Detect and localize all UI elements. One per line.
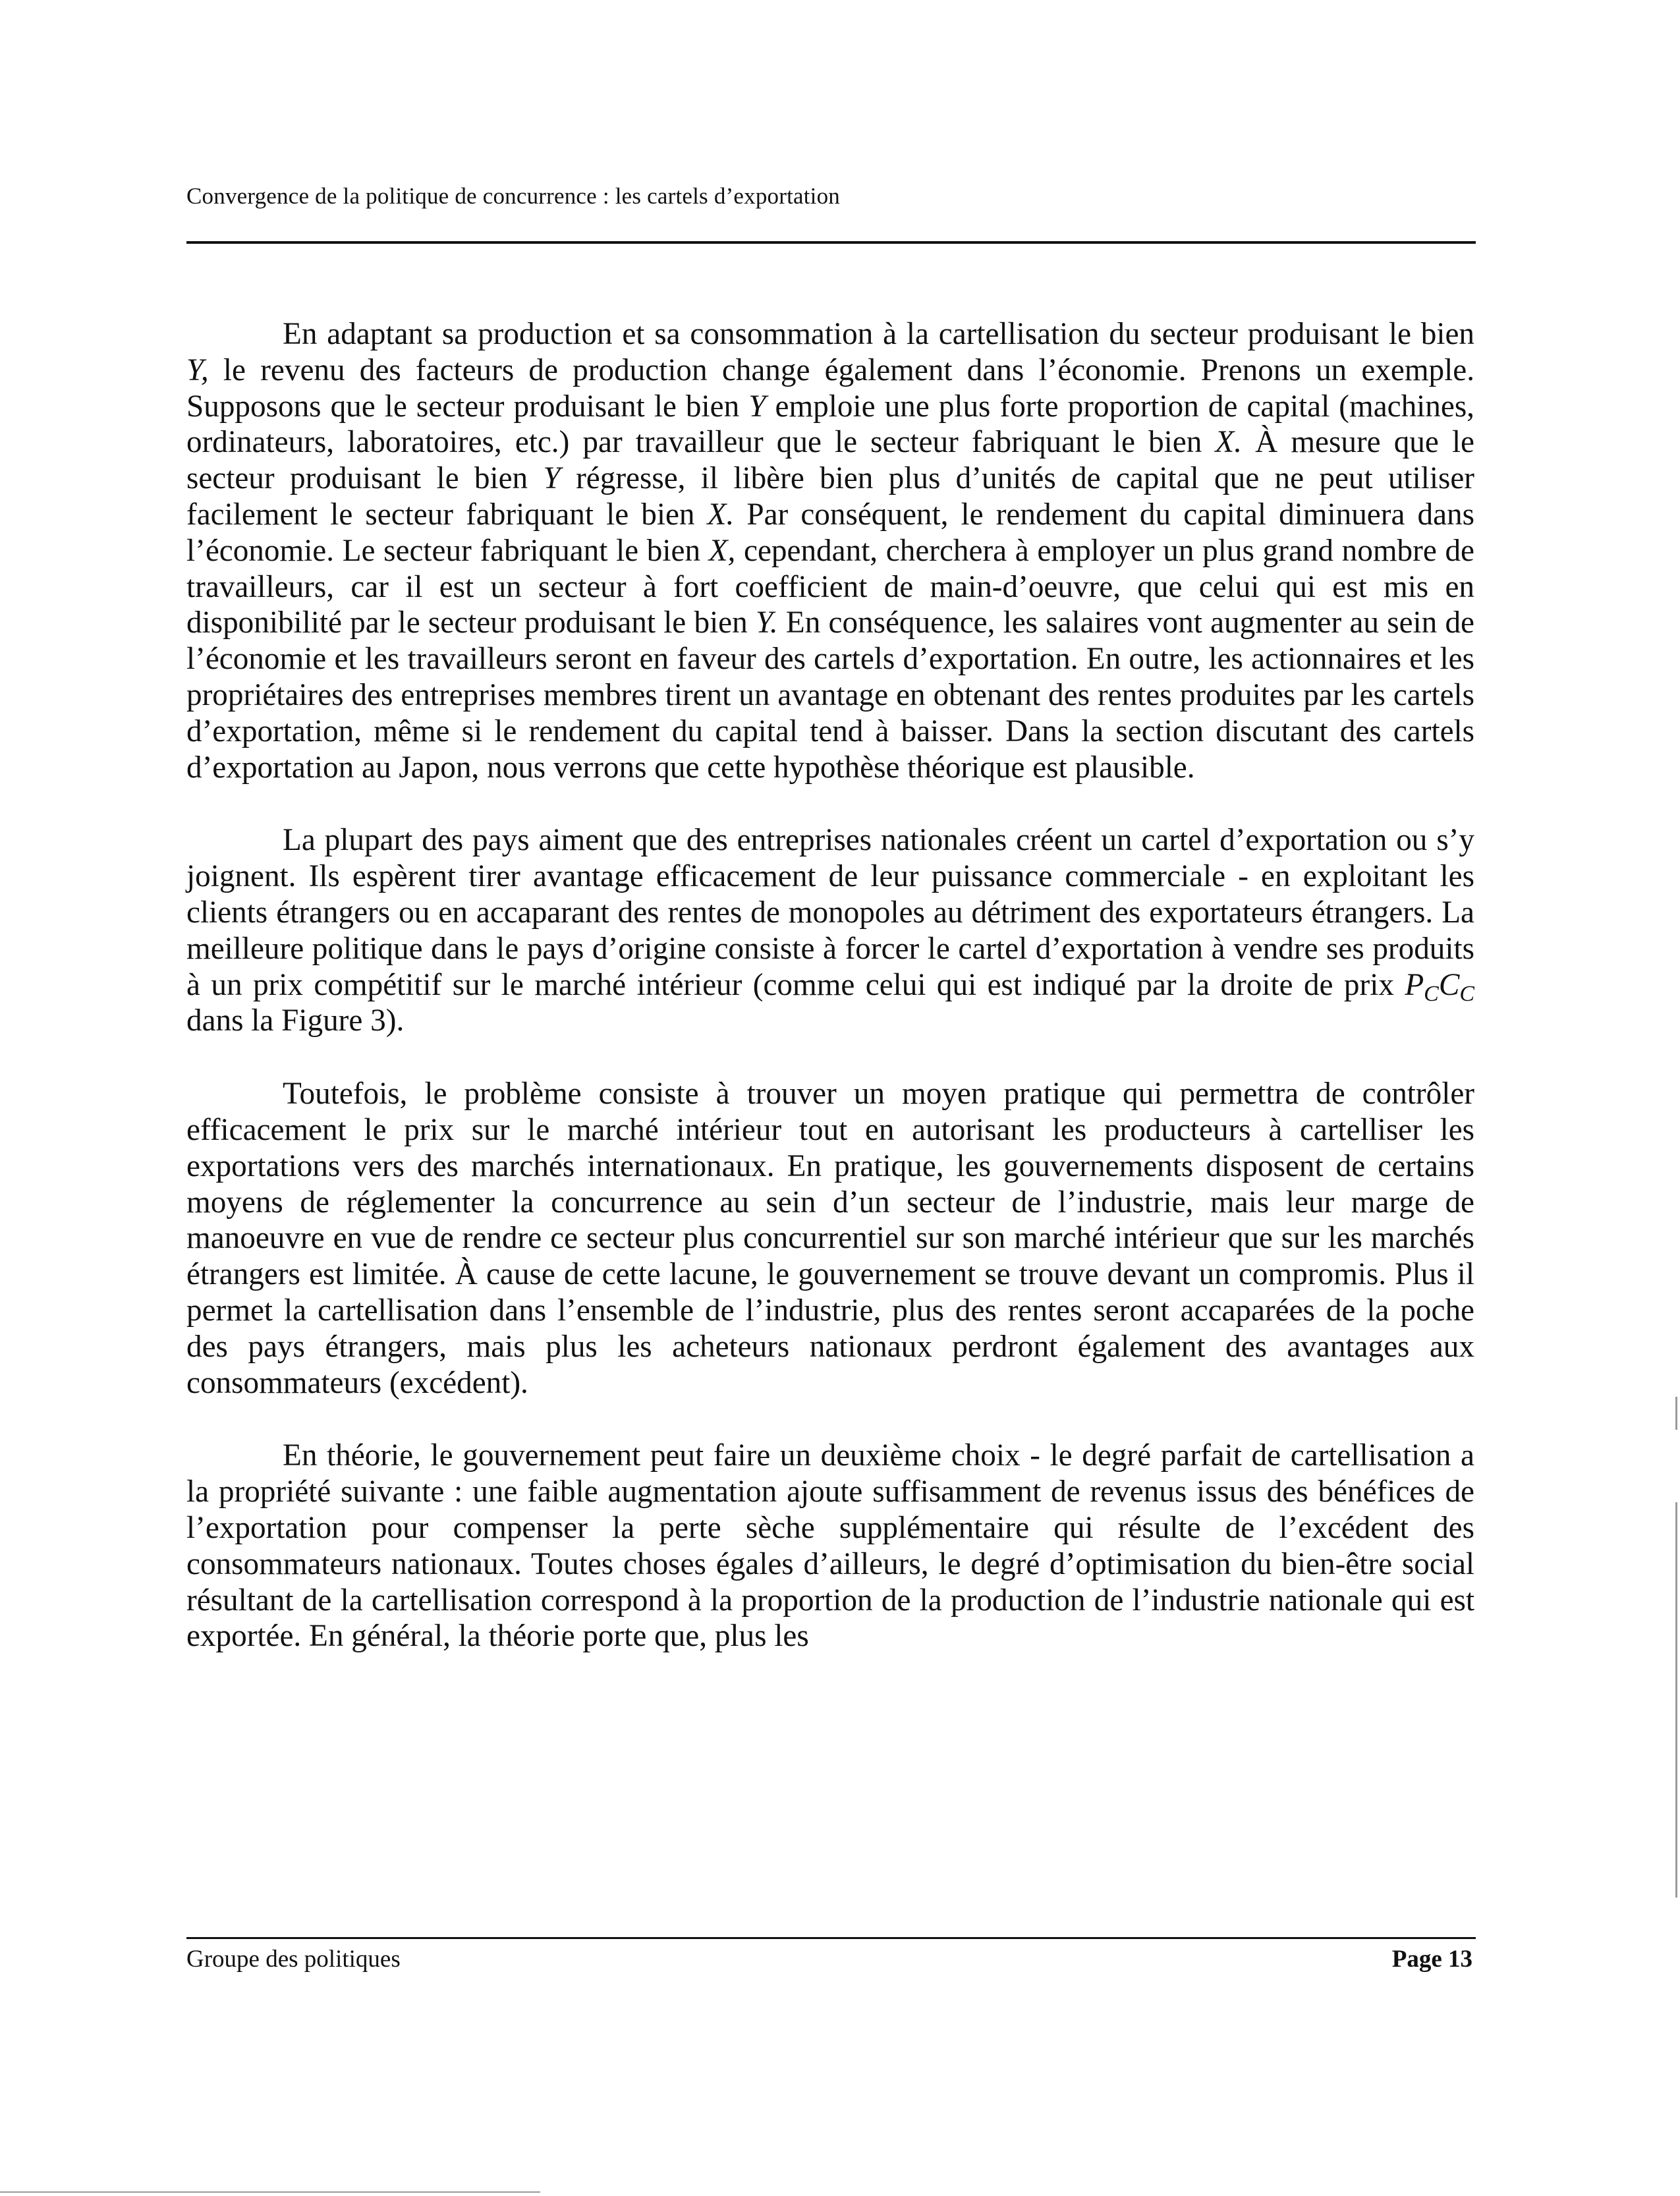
- price-line-symbol: C: [1438, 967, 1460, 1002]
- paragraph-3: Toutefois, le problème consiste à trouver un moyen pratique qui permettra de contrôler efficacement le prix sur le marché intérieur tout en autorisant les producteurs à cartelliser les exportations vers des marchés internationaux. En pratique, les gouvernements disposent de certains moyens de réglementer la concurrence au sein d’un secteur de l’industrie, mais leur marge de manoeuvre en vue de rendre ce secteur plus concurrentiel sur son marché intérieur que sur les marchés étrangers est limitée. À cause de cette lacune, le gouvernement se trouve devant un compromis. Plus il permet la cartellisation dans l’ensemble de l’industrie, plus des rentes seront accaparées de la poche des pays étrangers, mais plus les acheteurs nationaux perdront également des avantages aux consommateurs (excédent).: [186, 1077, 1474, 1400]
- variable: X,: [708, 533, 736, 568]
- footer-rule: [186, 1937, 1476, 1939]
- page-number: Page 13: [1391, 1946, 1472, 1973]
- running-header: Convergence de la politique de concurrence : les cartels d’exportation: [186, 183, 840, 209]
- paragraph-2: [186, 822, 1474, 1039]
- text-run: La plupart des pays aiment que des entreprises nationales créent un cartel d’exportation ou s’y joignent. Ils espèrent tirer avantage efficacement de leur puissance commerciale - en exploitant les clients étrangers ou en accaparant des rentes de monopoles au détriment des exportateurs étrangers. La meilleure politique dans le pays d’origine consiste à forcer le cartel d’exportation à vendre ses produits à un prix compétitif sur le marché intérieur (comme celui qui est indiqué par la droite de prix: [186, 823, 1474, 1002]
- paragraph-1: [186, 316, 1474, 785]
- variable: Y: [748, 389, 766, 424]
- text-run: le revenu des facteurs de production change également dans l’économie. Prenons un exemple. Supposons que le secteur produisant le bien: [186, 352, 1474, 424]
- text-run: dans la Figure 3).: [186, 1003, 405, 1038]
- price-line-symbol: P: [1405, 967, 1424, 1002]
- paragraph-4: En théorie, le gouvernement peut faire un deuxième choix - le degré parfait de cartellisation a la propriété suivante : une faible augmentation ajoute suffisamment de revenus issus des bénéfices de l’exportation pour compenser la perte sèche supplémentaire qui résulte de l’excédent des consommateurs nationaux. Toutes choses égales d’ailleurs, le degré d’optimisation du bien-être social résultant de la cartellisation correspond à la proportion de la production de l’industrie nationale qui est exportée. En général, la théorie porte que, plus les: [186, 1438, 1474, 1654]
- subscript: C: [1424, 981, 1439, 1006]
- text-run: régresse, il libère bien plus d’unités de capital que ne peut utiliser facilement le secteur fabriquant le bien: [186, 461, 1475, 532]
- variable: Y: [543, 461, 561, 496]
- text-run: En adaptant sa production et sa consommation à la cartellisation du secteur produisant le bien: [283, 317, 1474, 351]
- subscript: C: [1459, 981, 1474, 1006]
- text-run: cependant, cherchera à employer un plus grand nombre de travailleurs, car il est un secteur à fort coefficient de main-d’oeuvre, que celui qui est mis en disponibilité par le secteur produisant le bien: [186, 533, 1474, 640]
- text-run: Par conséquent, le rendement du capital diminuera dans l’économie. Le secteur fabriquant le bien: [186, 497, 1474, 568]
- text-run: En conséquence, les salaires vont augmenter au sein de l’économie et les travailleurs seront en faveur des cartels d’exportation. En outre, les actionnaires et les propriétaires des entreprises membres tirent un avantage en obtenant des rentes produites par les cartels d’exportation, même si le rendement du capital tend à baisser. Dans la section discutant des cartels d’exportation au Japon, nous verrons que cette hypothèse théorique est plausible.: [186, 605, 1474, 785]
- variable: Y,: [186, 352, 209, 387]
- variable: X.: [707, 497, 735, 532]
- footer-left: Groupe des politiques: [186, 1946, 401, 1973]
- text-run: emploie une plus forte proportion de capital (machines, ordinateurs, laboratoires, etc.) par travailleur que le secteur fabriquant le bien: [186, 389, 1474, 460]
- scan-edge-mark: [0, 2191, 540, 2193]
- variable: X.: [1215, 425, 1243, 460]
- body-text: [186, 316, 1474, 1654]
- scan-edge-mark: [1675, 1397, 1677, 1430]
- variable: Y.: [755, 605, 778, 640]
- text-run: À mesure que le secteur produisant le bien: [186, 425, 1474, 496]
- header-rule: [186, 241, 1476, 244]
- scan-edge-mark: [1675, 1502, 1677, 1898]
